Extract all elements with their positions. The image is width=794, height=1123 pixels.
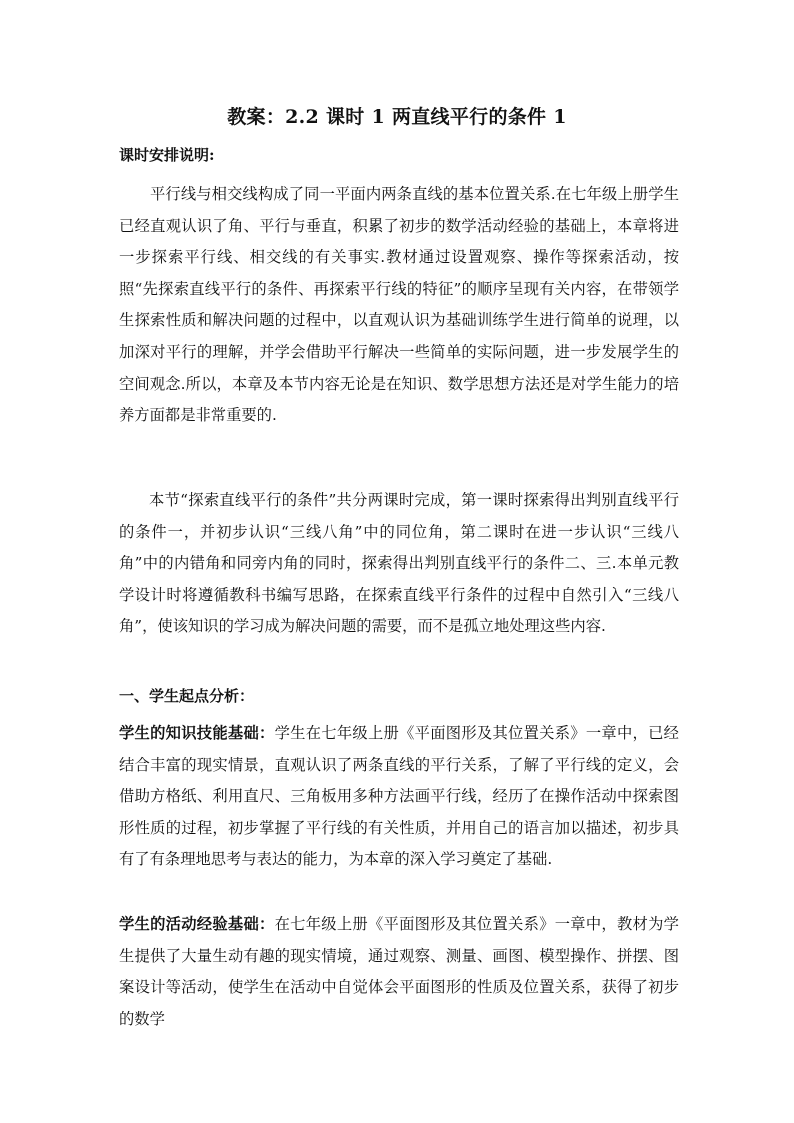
knowledge-text: 学生在七年级上册《平面图形及其位置关系》一章中，已经结合丰富的现实情景，直观认识了两条直线的平行关系，了解了平行线的定义，会借助方格纸、利用直尺、三角板用多种方法画平行线，经历了在操作活动中探索图形性质的过程，初步掌握了平行线的有关性质，并用自己的语言加以描述，初步具有了有条理地思考与表达的能力，为本章的深入学习奠定了基础. <box>119 724 679 869</box>
section-heading-arrangement: 课时安排说明: <box>119 146 215 164</box>
paragraph-knowledge-basis <box>119 718 679 876</box>
paragraph-arrangement-1: 平行线与相交线构成了同一平面内两条直线的基本位置关系.在七年级上册学生已经直观认识了角、平行与垂直，积累了初步的数学活动经验的基础上，本章将进一步探索平行线、相交线的有关事实.教材通过设置观察、操作等探索活动，按照“先探索直线平行的条件、再探索平行线的特征”的顺序呈现有关内容，在带领学生探索性质和解决问题的过程中，以直观认识为基础训练学生进行简单的说理，以加深对平行的理解，并学会借助平行解决一些简单的实际问题，进一步发展学生的空间观念.所以，本章及本节内容无论是在知识、数学思想方法还是对学生能力的培养方面都是非常重要的. <box>119 185 679 425</box>
activity-text: 在七年级上册《平面图形及其位置关系》一章中，教材为学生提供了大量生动有趣的现实情境，通过观察、测量、画图、模型操作、拼摆、图案设计等活动，使学生在活动中自觉体会平面图形的性质及位置关系，获得了初步的数学 <box>119 915 679 1028</box>
activity-lead-label: 学生的活动经验基础： <box>119 915 275 933</box>
paragraph-arrangement-2: 本节“探索直线平行的条件”共分两课时完成，第一课时探索得出判别直线平行的条件一，并初步认识“三线八角”中的同位角，第二课时在进一步认识“三线八角”中的内错角和同旁内角的同时，探索得出判别直线平行的条件二、三.本单元教学设计时将遵循教科书编写思路，在探索直线平行条件的过程中自然引入“三线八角”，使该知识的学习成为解决问题的需要，而不是孤立地处理这些内容. <box>119 491 679 636</box>
document-title: 教案：2.2 课时 1 两直线平行的条件 1 <box>227 106 567 128</box>
section-heading-analysis: 一、学生起点分析： <box>119 687 255 705</box>
knowledge-lead-label: 学生的知识技能基础： <box>119 724 275 742</box>
paragraph-activity-basis <box>119 909 679 1035</box>
